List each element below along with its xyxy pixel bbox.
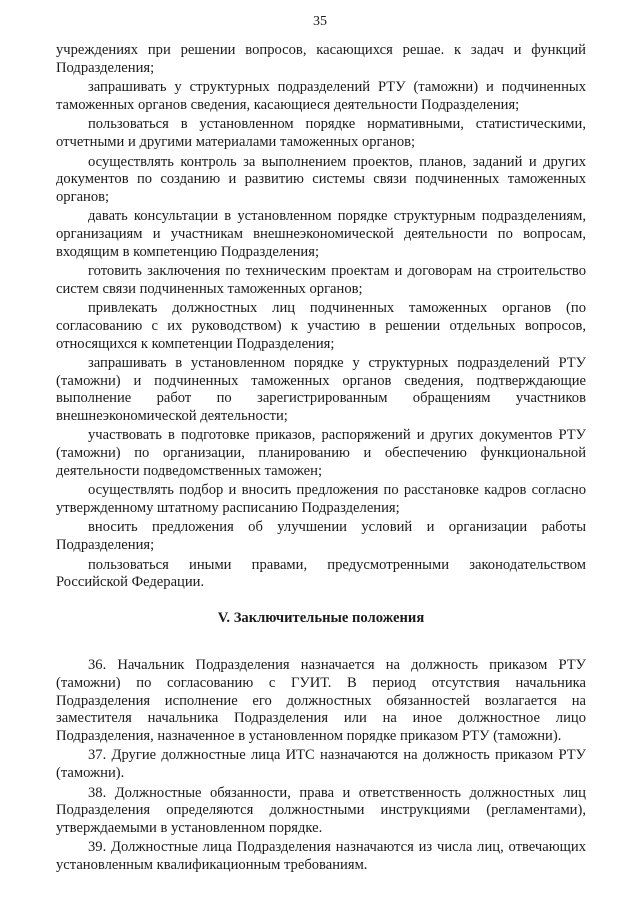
paragraph-continued: учреждениях при решении вопросов, касающихся решае. к задач и функций Подразделения; xyxy=(56,42,586,76)
list-item-paragraph: вносить предложения об улучшении условий и организации работы Подразделения; xyxy=(56,519,586,554)
numbered-paragraph-39: 39. Должностные лица Подразделения назначаются из числа лиц, отвечающих установленным квалификационным требованиям. xyxy=(56,839,586,873)
list-item-paragraph: осуществлять подбор и вносить предложения по расстановке кадров согласно утвержденному штатному расписанию Подразделения; xyxy=(56,482,586,516)
numbered-paragraph-37: 37. Другие должностные лица ИТС назначаются на должность приказом РТУ (таможни). xyxy=(56,747,586,781)
list-item-paragraph: запрашивать в установленном порядке у структурных подразделений РТУ (таможни) и подчиненных таможенных органов сведения, подтверждающие выполнение работ по зарегистрированным обращениям участников внешнеэкономической деятельности; xyxy=(56,355,586,424)
list-item-paragraph: пользоваться в установленном порядке нормативными, статистическими, отчетными и другими материалами таможенных органов; xyxy=(56,116,586,150)
document-body xyxy=(56,42,586,877)
list-item-paragraph: давать консультации в установленном порядке структурным подразделениям, организациям и участникам внешнеэкономической деятельности по вопросам, входящим в компетенцию Подразделения; xyxy=(56,208,586,260)
list-item-paragraph: привлекать должностных лиц подчиненных таможенных органов (по согласованию с их руководством) к участию в решении отдельных вопросов, относящихся к компетенции Подразделения; xyxy=(56,300,586,352)
list-item-paragraph: участвовать в подготовке приказов, распоряжений и других документов РТУ (таможни) по организации, планированию и обеспечению функциональной деятельности подведомственных таможен; xyxy=(56,427,586,479)
list-item-paragraph: осуществлять контроль за выполнением проектов, планов, заданий и других документов по созданию и развитию системы связи подчиненных таможенных органов; xyxy=(56,153,586,205)
section-title: V. Заключительные положения xyxy=(217,609,425,626)
list-item-paragraph: готовить заключения по техническим проектам и договорам на строительство систем связи подчиненных таможенных органов; xyxy=(56,263,586,297)
list-item-paragraph: пользоваться иными правами, предусмотренными законодательством Российской Федерации. xyxy=(56,556,586,591)
page-number: 35 xyxy=(313,14,327,29)
list-item-paragraph: запрашивать у структурных подразделений РТУ (таможни) и подчиненных таможенных органов сведения, касающиеся деятельности Подразделения; xyxy=(56,79,586,113)
numbered-paragraph-38: 38. Должностные обязанности, права и ответственность должностных лиц Подразделения определяются должностными инструкциями (регламентами), утверждаемыми в установленном порядке. xyxy=(56,784,586,836)
numbered-paragraph-36: 36. Начальник Подразделения назначается на должность приказом РТУ (таможни) по согласованию с ГУИТ. В период отсутствия начальника Подразделения исполнение его должностных обязанностей возлагается на заместителя начальника Подразделения или на иное должностное лицо Подразделения, назначенное в установленном порядке приказом РТУ (таможни). xyxy=(56,657,586,744)
